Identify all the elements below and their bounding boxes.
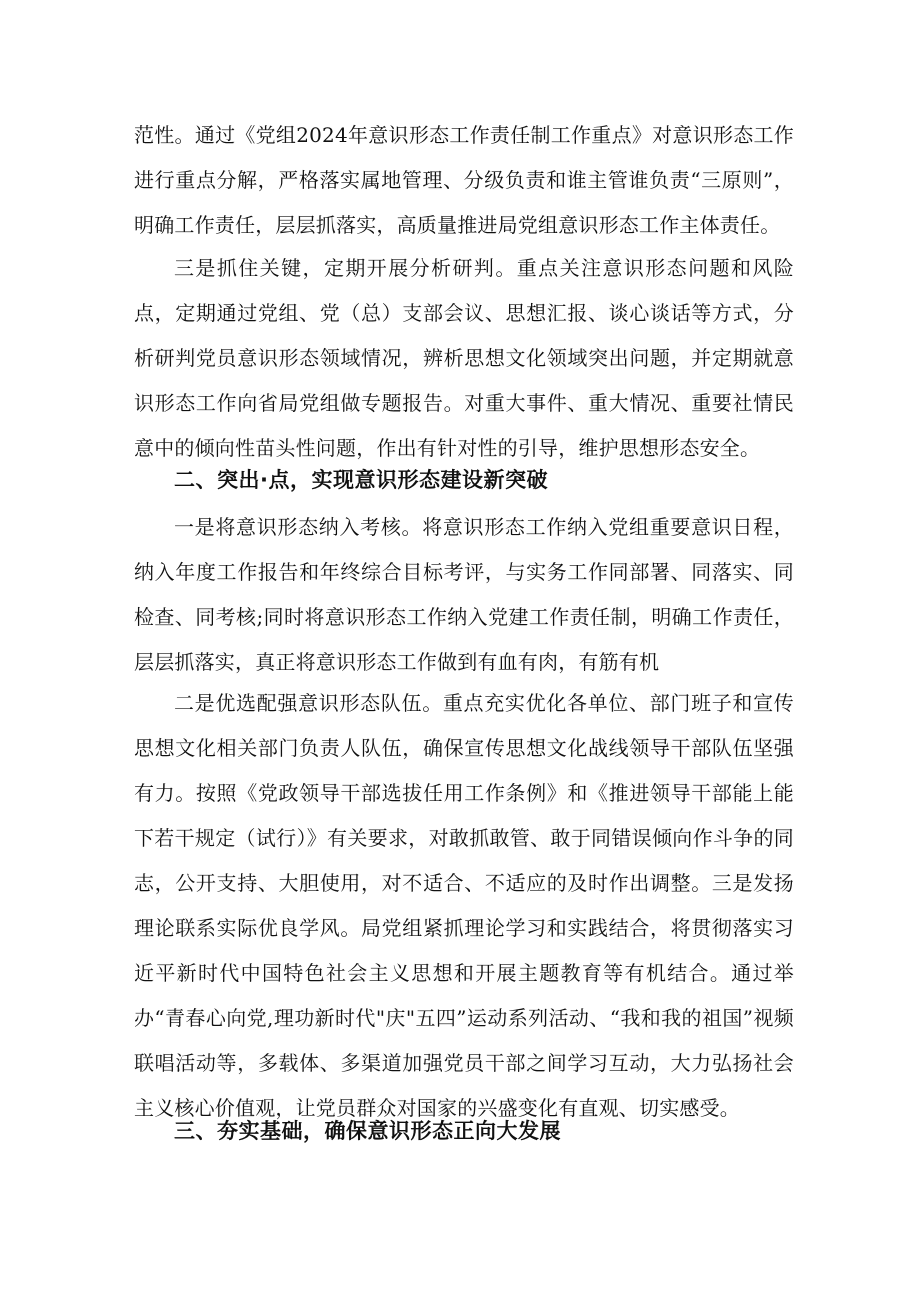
section-heading-2: 二、突出·点，实现意识形态建设新突破 [174,468,548,492]
paragraph-team: 二是优选配强意识形态队伍。重点充实优化各单位、部门班子和宣传思想文化相关部门负责人队伍，确保宣传思想文化战线领导干部队伍坚强有力。按照《党政领导干部选拔任用工作条例》和《推进领导干部能上能下若干规定（试行）》有关要求，对敢抓敢管、敢于同错误倾向作斗争的同志，公开支持、大胆使用，对不适合、不适应的及时作出调整。三是发扬理论联系实际优良学风。局党组紧抓理论学习和实践结合，将贯彻落实习近平新时代中国特色社会主义思想和开展主题教育等有机结合。通过举办“青春心向党,理功新时代"庆"五四”运动系列活动、“我和我的祖国”视频联唱活动等，多载体、多渠道加强党员干部之间学习互动，大力弘扬社会主义核心价值观，让党员群众对国家的兴盛变化有直观、切实感受。 [134,691,794,1120]
section-heading-3: 三、夯实基础，确保意识形态正向大发展 [174,1119,561,1143]
paragraph-continuation: 范性。通过《党组2024年意识形态工作责任制工作重点》对意识形态工作进行重点分解，严格落实属地管理、分级负责和谁主管谁负责“三原则”，明确工作责任，层层抓落实，高质量推进局党组意识形态工作主体责任。 [134,123,794,237]
paragraph-assessment: 一是将意识形态纳入考核。将意识形态工作纳入党组重要意识日程，纳入年度工作报告和年终综合目标考评，与实务工作同部署、同落实、同检查、同考核;同时将意识形态工作纳入党建工作责任制，明确工作责任，层层抓落实，真正将意识形态工作做到有血有肉，有筋有机 [134,515,794,674]
paragraph-analysis: 三是抓住关键，定期开展分析研判。重点关注意识形态问题和风险点，定期通过党组、党（总）支部会议、思想汇报、谈心谈话等方式，分析研判党员意识形态领域情况，辨析思想文化领域突出问题，并定期就意识形态工作向省局党组做专题报告。对重大事件、重大情况、重要社情民意中的倾向性苗头性问题，作出有针对性的引导，维护思想形态安全。 [134,256,794,460]
